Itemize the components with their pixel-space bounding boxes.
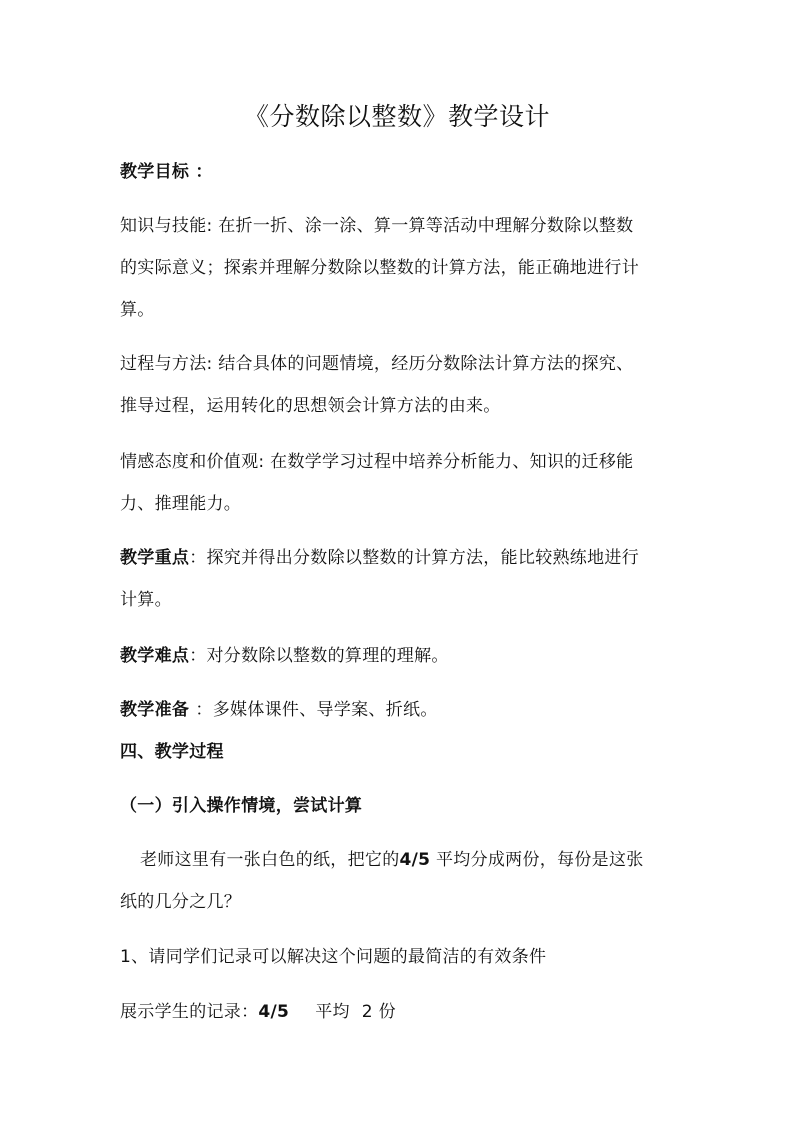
document-title: 《分数除以整数》教学设计: [243, 102, 550, 131]
record-label: 展示学生的记录：: [120, 1002, 259, 1022]
emotion-line-1: [120, 450, 680, 474]
paragraph-1-text-c: 平均分成两份，每份是这张: [430, 850, 644, 870]
record-value-1: 4/5: [258, 1002, 290, 1022]
emotion-line-2: 力、推理能力。: [120, 494, 242, 514]
process-label: 过程与方法:: [120, 354, 213, 374]
process-line-1: [120, 352, 680, 376]
subsection-heading-1: （一）引入操作情境，尝试计算: [120, 796, 363, 816]
record-value-2: 平均: [315, 1002, 350, 1022]
objectives-heading: 教学目标 ：: [120, 162, 213, 182]
prep-line: [120, 698, 680, 722]
process-text-1: 结合具体的问题情境，经历分数除法计算方法的探究、: [212, 354, 634, 374]
knowledge-line-3: 算。: [120, 300, 155, 320]
process-line-2: 推导过程，运用转化的思想领会计算方法的由来。: [120, 396, 501, 416]
paragraph-1-fraction: 4/5: [399, 850, 431, 870]
prep-label: 教学准备: [120, 700, 196, 720]
prep-text: ：多媒体课件、导学案、折纸。: [195, 700, 438, 720]
key-point-line-1: [120, 546, 680, 570]
knowledge-line-1: [120, 214, 680, 238]
knowledge-label: 知识与技能:: [120, 216, 213, 236]
paragraph-1-line-2: 纸的几分之几？: [120, 892, 242, 912]
step-1: 1、请同学们记录可以解决这个问题的最简洁的有效条件: [120, 947, 547, 967]
knowledge-line-2: 的实际意义；探索并理解分数除以整数的计算方法，能正确地进行计: [120, 258, 639, 278]
paragraph-1-line-1: [140, 848, 700, 872]
difficulty-line: [120, 644, 680, 668]
record-line: [120, 1000, 680, 1024]
difficulty-text: ：对分数除以整数的算理的理解。: [189, 646, 449, 666]
difficulty-label: 教学难点: [120, 646, 190, 666]
record-value-3: 2 份: [361, 1002, 396, 1022]
emotion-text-1: 在数学学习过程中培养分析能力、知识的迁移能: [264, 452, 634, 472]
section-heading-4: 四、教学过程: [120, 742, 224, 762]
paragraph-1-text-a: 老师这里有一张白色的纸，把它的: [140, 850, 400, 870]
emotion-label: 情感态度和价值观:: [120, 452, 265, 472]
key-point-text-1: ：探究并得出分数除以整数的计算方法，能比较熟练地进行: [189, 548, 640, 568]
key-point-line-2: 计算。: [120, 590, 172, 610]
key-point-label: 教学重点: [120, 548, 190, 568]
knowledge-text-1: 在折一折、涂一涂、算一算等活动中理解分数除以整数: [212, 216, 634, 236]
